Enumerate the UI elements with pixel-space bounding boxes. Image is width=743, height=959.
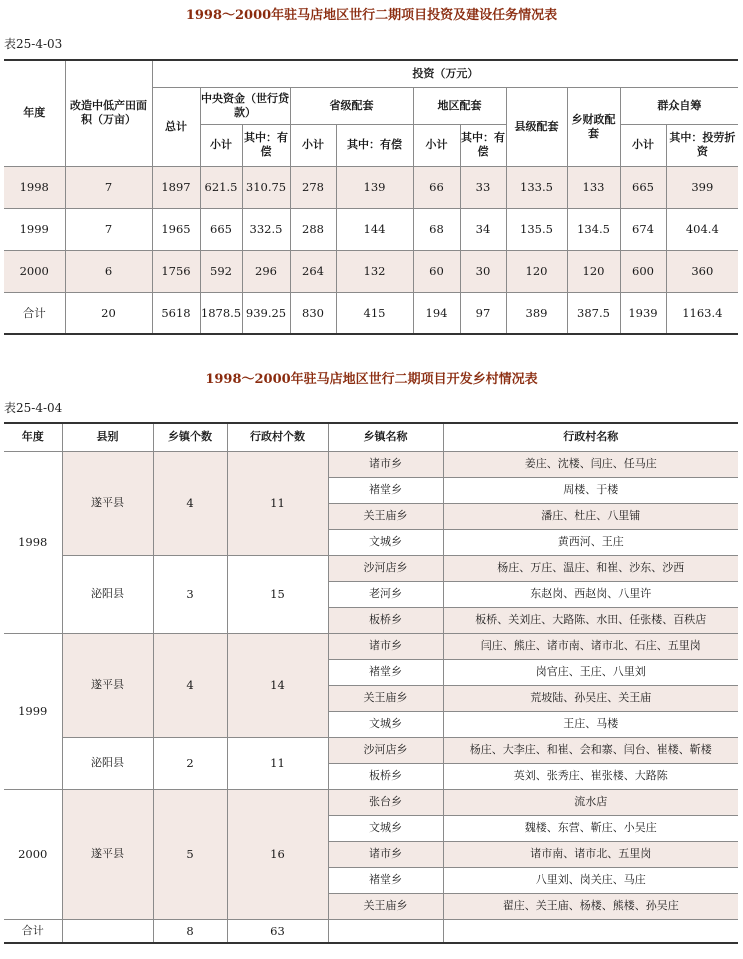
table-row (4, 208, 738, 250)
table2-title: 1998～2000年驻马店地区世行二期项目开发乡村情况表 (205, 372, 538, 387)
cell-county: 389 (506, 292, 567, 334)
cell-village-names: 翟庄、关王庙、杨楼、熊楼、孙吴庄 (443, 893, 738, 919)
cell-year: 合计 (4, 292, 65, 334)
cell-c_sub: 1878.5 (200, 292, 242, 334)
cell-town-name: 关王庙乡 (328, 685, 443, 711)
cell-village-names: 黄西河、王庄 (443, 529, 738, 555)
empty-cell (62, 919, 153, 943)
cell-area: 7 (65, 208, 152, 250)
table2-number: 表25-4-04 (4, 401, 63, 415)
cell-town-count: 4 (153, 451, 227, 555)
t2-header-towns: 乡镇个数 (153, 423, 227, 451)
cell-village-names: 王庄、马楼 (443, 711, 738, 737)
cell-p_rep: 132 (336, 250, 413, 292)
cell-village-names: 周楼、于楼 (443, 477, 738, 503)
cell-m_sub: 1939 (620, 292, 666, 334)
cell-town-count: 5 (153, 789, 227, 919)
header-prov-subtotal: 小计 (290, 124, 336, 166)
cell-m_lab: 360 (666, 250, 738, 292)
cell-village-count: 15 (227, 555, 328, 633)
cell-m_lab: 404.4 (666, 208, 738, 250)
total-row (4, 919, 738, 943)
table-row (4, 250, 738, 292)
cell-town: 120 (567, 250, 620, 292)
cell-year: 1999 (4, 633, 62, 789)
header-total: 总计 (152, 87, 200, 166)
cell-town-name: 文城乡 (328, 529, 443, 555)
cell-p_rep: 144 (336, 208, 413, 250)
cell-town: 387.5 (567, 292, 620, 334)
header-central-subtotal: 小计 (200, 124, 242, 166)
cell-total: 1897 (152, 166, 200, 208)
header-reg-repayable: 其中：有偿 (460, 124, 506, 166)
cell-c_rep: 332.5 (242, 208, 290, 250)
cell-m_lab: 1163.4 (666, 292, 738, 334)
investment-table (4, 59, 738, 335)
header-year: 年度 (4, 60, 65, 166)
cell-town: 133 (567, 166, 620, 208)
cell-c_sub: 621.5 (200, 166, 242, 208)
cell-r_rep: 97 (460, 292, 506, 334)
cell-total: 1756 (152, 250, 200, 292)
cell-town-name: 关王庙乡 (328, 893, 443, 919)
cell-town-name: 关王庙乡 (328, 503, 443, 529)
cell-m_sub: 600 (620, 250, 666, 292)
cell-county: 泌阳县 (62, 737, 153, 789)
header-reg-subtotal: 小计 (413, 124, 460, 166)
cell-c_rep: 939.25 (242, 292, 290, 334)
cell-year: 2000 (4, 250, 65, 292)
cell-area: 7 (65, 166, 152, 208)
header-central-repayable: 其中：有偿 (242, 124, 290, 166)
cell-county: 遂平县 (62, 633, 153, 737)
header-masses: 群众自筹 (620, 87, 738, 124)
header-masses-labor: 其中：投劳折资 (666, 124, 738, 166)
cell-p_sub: 278 (290, 166, 336, 208)
cell-village-names: 姜庄、沈楼、闫庄、任马庄 (443, 451, 738, 477)
cell-p_sub: 264 (290, 250, 336, 292)
cell-village-count: 16 (227, 789, 328, 919)
cell-town-name: 文城乡 (328, 815, 443, 841)
cell-town-name: 诸市乡 (328, 451, 443, 477)
cell-r_sub: 68 (413, 208, 460, 250)
cell-c_sub: 665 (200, 208, 242, 250)
header-central: 中央资金（世行贷款） (200, 87, 290, 124)
cell-town-name: 褚堂乡 (328, 659, 443, 685)
cell-total-towns: 8 (153, 919, 227, 943)
empty-cell (328, 919, 443, 943)
header-investment: 投资（万元） (152, 60, 738, 87)
header-prov-repayable: 其中：有偿 (336, 124, 413, 166)
cell-county: 遂平县 (62, 789, 153, 919)
cell-town-count: 4 (153, 633, 227, 737)
cell-village-names: 东赵岗、西赵岗、八里许 (443, 581, 738, 607)
cell-total-villages: 63 (227, 919, 328, 943)
cell-year: 1998 (4, 451, 62, 633)
cell-c_rep: 296 (242, 250, 290, 292)
cell-village-names: 诸市南、诸市北、五里岗 (443, 841, 738, 867)
cell-year: 2000 (4, 789, 62, 919)
cell-town-name: 褚堂乡 (328, 867, 443, 893)
cell-p_rep: 139 (336, 166, 413, 208)
t2-header-village-names: 行政村名称 (443, 423, 738, 451)
cell-county: 135.5 (506, 208, 567, 250)
cell-p_rep: 415 (336, 292, 413, 334)
cell-r_rep: 33 (460, 166, 506, 208)
cell-total-label: 合计 (4, 919, 62, 943)
table-row (4, 292, 738, 334)
header-regional: 地区配套 (413, 87, 506, 124)
header-masses-subtotal: 小计 (620, 124, 666, 166)
cell-m_sub: 665 (620, 166, 666, 208)
cell-town-name: 诸市乡 (328, 633, 443, 659)
cell-village-names: 岗官庄、王庄、八里刘 (443, 659, 738, 685)
cell-r_rep: 34 (460, 208, 506, 250)
t2-header-county: 县别 (62, 423, 153, 451)
cell-town-name: 沙河店乡 (328, 555, 443, 581)
table-row (4, 166, 738, 208)
cell-town-name: 板桥乡 (328, 607, 443, 633)
cell-r_sub: 66 (413, 166, 460, 208)
cell-area: 6 (65, 250, 152, 292)
cell-town-count: 2 (153, 737, 227, 789)
cell-village-names: 荒坡陆、孙吴庄、关王庙 (443, 685, 738, 711)
table-row (4, 737, 738, 763)
cell-town-count: 3 (153, 555, 227, 633)
t2-header-year: 年度 (4, 423, 62, 451)
cell-town-name: 老河乡 (328, 581, 443, 607)
cell-county: 120 (506, 250, 567, 292)
empty-cell (443, 919, 738, 943)
cell-c_rep: 310.75 (242, 166, 290, 208)
cell-m_lab: 399 (666, 166, 738, 208)
cell-village-names: 杨庄、大李庄、和崔、会和寨、闫台、崔楼、靳楼 (443, 737, 738, 763)
cell-p_sub: 830 (290, 292, 336, 334)
table1-title: 1998～2000年驻马店地区世行二期项目投资及建设任务情况表 (185, 8, 558, 23)
cell-town-name: 诸市乡 (328, 841, 443, 867)
cell-county: 泌阳县 (62, 555, 153, 633)
cell-town-name: 沙河店乡 (328, 737, 443, 763)
cell-county: 133.5 (506, 166, 567, 208)
cell-village-names: 闫庄、熊庄、诸市南、诸市北、石庄、五里岗 (443, 633, 738, 659)
cell-village-count: 14 (227, 633, 328, 737)
table-row (4, 555, 738, 581)
cell-town-name: 板桥乡 (328, 763, 443, 789)
cell-r_sub: 194 (413, 292, 460, 334)
cell-county: 遂平县 (62, 451, 153, 555)
header-township: 乡财政配套 (567, 87, 620, 166)
table1-number: 表25-4-03 (4, 37, 63, 51)
cell-village-names: 八里刘、岗关庄、马庄 (443, 867, 738, 893)
cell-village-names: 流水店 (443, 789, 738, 815)
cell-village-names: 杨庄、万庄、温庄、和崔、沙东、沙西 (443, 555, 738, 581)
cell-town: 134.5 (567, 208, 620, 250)
cell-village-count: 11 (227, 451, 328, 555)
cell-year: 1999 (4, 208, 65, 250)
cell-town-name: 张台乡 (328, 789, 443, 815)
cell-year: 1998 (4, 166, 65, 208)
cell-c_sub: 592 (200, 250, 242, 292)
cell-town-name: 褚堂乡 (328, 477, 443, 503)
cell-town-name: 文城乡 (328, 711, 443, 737)
table-row (4, 633, 738, 659)
header-county: 县级配套 (506, 87, 567, 166)
cell-village-names: 板桥、关刘庄、大路陈、水田、任张楼、百秩店 (443, 607, 738, 633)
t2-header-town-name: 乡镇名称 (328, 423, 443, 451)
cell-p_sub: 288 (290, 208, 336, 250)
cell-village-names: 魏楼、东营、靳庄、小吴庄 (443, 815, 738, 841)
cell-r_sub: 60 (413, 250, 460, 292)
cell-village-count: 11 (227, 737, 328, 789)
header-provincial: 省级配套 (290, 87, 413, 124)
cell-total: 1965 (152, 208, 200, 250)
t2-header-villages: 行政村个数 (227, 423, 328, 451)
cell-m_sub: 674 (620, 208, 666, 250)
cell-village-names: 英刘、张秀庄、崔张楼、大路陈 (443, 763, 738, 789)
header-area: 改造中低产田面积（万亩） (65, 60, 152, 166)
cell-total: 5618 (152, 292, 200, 334)
cell-r_rep: 30 (460, 250, 506, 292)
table-row (4, 451, 738, 477)
villages-table (4, 422, 738, 944)
table-row (4, 789, 738, 815)
cell-area: 20 (65, 292, 152, 334)
cell-village-names: 潘庄、杜庄、八里铺 (443, 503, 738, 529)
